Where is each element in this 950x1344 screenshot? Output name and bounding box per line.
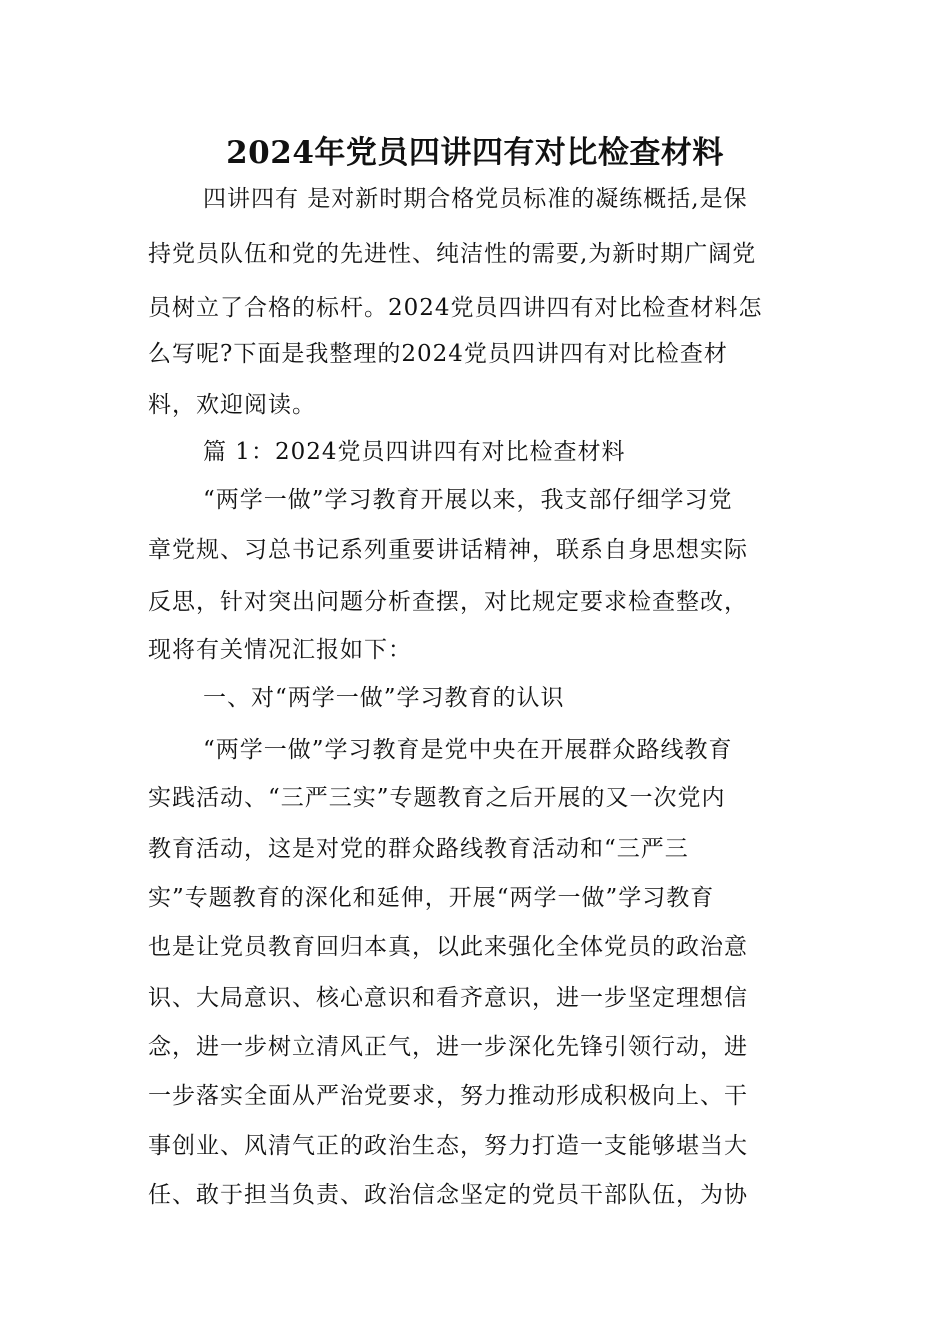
paragraph-line: 实践活动、“三严三实”专题教育之后开展的又一次党内 [148, 785, 726, 811]
section-heading: 篇 1：2024党员四讲四有对比检查材料 [203, 439, 626, 465]
section-heading: 一、对“两学一做”学习教育的认识 [203, 685, 565, 711]
paragraph-line: 反思，针对突出问题分析查摆，对比规定要求检查整改， [148, 589, 748, 615]
paragraph-line: “两学一做”学习教育是党中央在开展群众路线教育 [203, 737, 733, 763]
paragraph-line: 也是让党员教育回归本真，以此来强化全体党员的政治意 [148, 934, 748, 960]
paragraph-line: 持党员队伍和党的先进性、纯洁性的需要,为新时期广阔党 [148, 241, 757, 267]
paragraph-line: 一步落实全面从严治党要求，努力推动形成积极向上、干 [148, 1083, 748, 1109]
paragraph-line: 料，欢迎阅读。 [148, 392, 316, 418]
paragraph-line: “两学一做”学习教育开展以来，我支部仔细学习党 [203, 487, 733, 513]
paragraph-line: 四讲四有 是对新时期合格党员标准的凝练概括,是保 [203, 186, 748, 212]
paragraph-line: 念，进一步树立清风正气，进一步深化先锋引领行动，进 [148, 1034, 748, 1060]
paragraph-line: 教育活动，这是对党的群众路线教育活动和“三严三 [148, 836, 689, 862]
paragraph-line: 任、敢于担当负责、政治信念坚定的党员干部队伍，为协 [148, 1182, 748, 1208]
paragraph-line: 章党规、习总书记系列重要讲话精神，联系自身思想实际 [148, 537, 748, 563]
paragraph-line: 员树立了合格的标杆。2024党员四讲四有对比检查材料怎 [148, 295, 763, 321]
document-title: 2024年党员四讲四有对比检查材料 [226, 135, 724, 171]
paragraph-line: 事创业、风清气正的政治生态，努力打造一支能够堪当大 [148, 1133, 748, 1159]
paragraph-line: 么写呢?下面是我整理的2024党员四讲四有对比检查材 [148, 341, 728, 367]
paragraph-line: 识、大局意识、核心意识和看齐意识，进一步坚定理想信 [148, 985, 748, 1011]
paragraph-line: 实”专题教育的深化和延伸，开展“两学一做”学习教育 [148, 885, 715, 911]
paragraph-line: 现将有关情况汇报如下： [148, 637, 412, 663]
